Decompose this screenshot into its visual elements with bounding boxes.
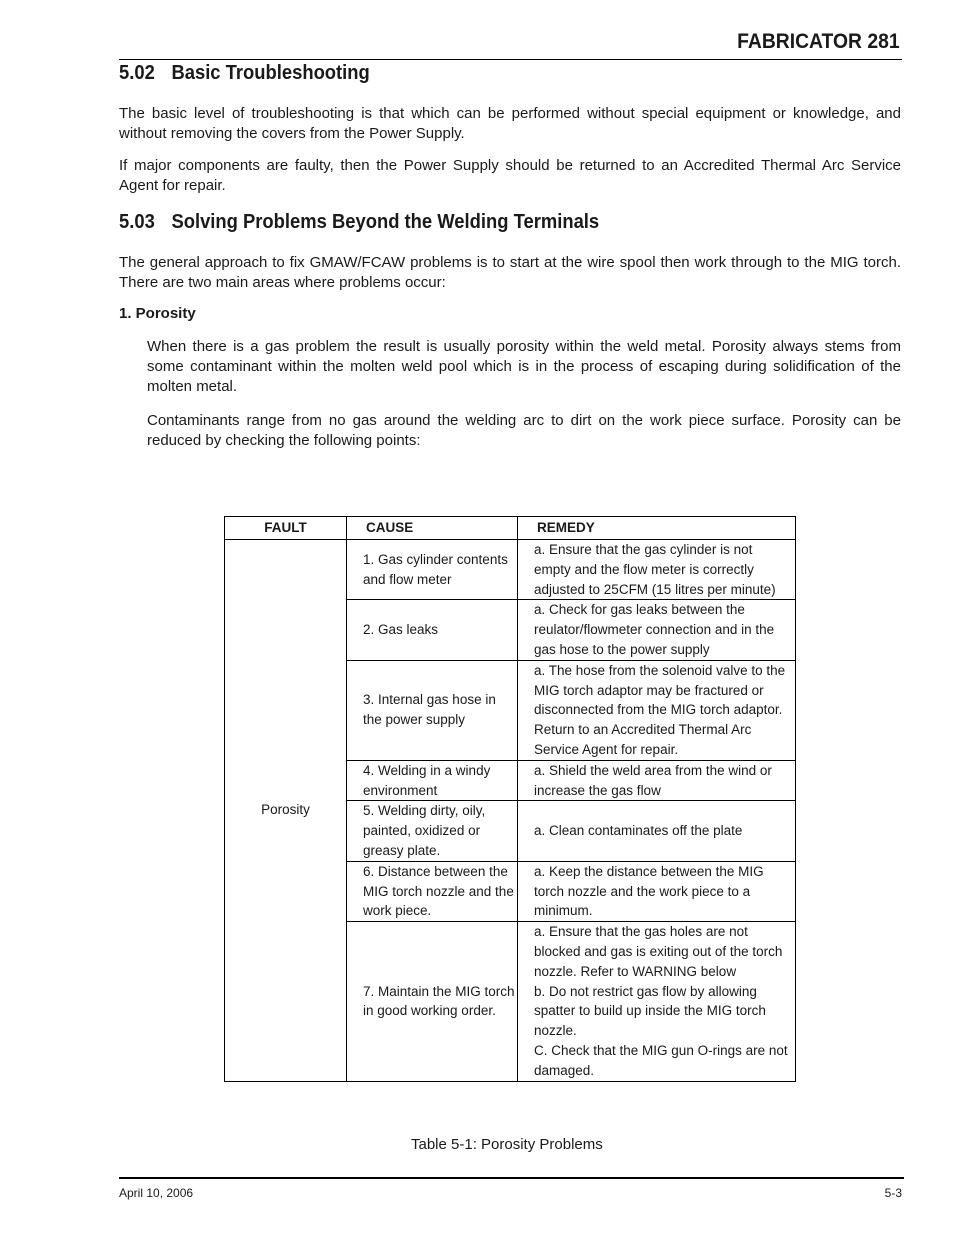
porosity-paragraph-2: Contaminants range from no gas around the welding arc to dirt on the work piece surface. Porosity can be reduced by checking the following points: (147, 412, 901, 449)
table-caption: Table 5-1: Porosity Problems (411, 1136, 603, 1153)
section-502-heading (119, 62, 370, 85)
cause-cell: 1. Gas cylinder contents and flow meter (347, 540, 518, 600)
section-502-paragraph-2: If major components are faulty, then the Power Supply should be returned to an Accredited Thermal Arc Service Agent for repair. (119, 157, 901, 194)
cause-cell: 7. Maintain the MIG torch in good working order. (347, 922, 518, 1081)
porosity-table (224, 516, 796, 1082)
remedy-line-b: b. Do not restrict gas flow by allowing spatter to build up inside the MIG torch nozzle. (534, 983, 766, 1039)
porosity-paragraph-1: When there is a gas problem the result is usually porosity within the weld metal. Porosity always stems from some contaminant within the molten weld pool which is in the process of escaping during solidification of the molten metal. (147, 338, 901, 395)
remedy-column-header: REMEDY (518, 517, 796, 540)
table-row (225, 540, 796, 600)
section-503-title: Solving Problems Beyond the Welding Terminals (171, 211, 600, 233)
section-502-number: 5.02 (119, 62, 155, 84)
remedy-cell (518, 922, 796, 1081)
cause-cell: 2. Gas leaks (347, 600, 518, 660)
section-503-heading (119, 211, 599, 234)
section-502-title: Basic Troubleshooting (171, 62, 370, 84)
fault-column-header: FAULT (225, 517, 347, 540)
cause-cell: 3. Internal gas hose in the power supply (347, 660, 518, 760)
remedy-cell: a. Keep the distance between the MIG torch nozzle and the work piece to a minimum. (518, 861, 796, 921)
section-503-intro: The general approach to fix GMAW/FCAW problems is to start at the wire spool then work through to the MIG torch. There are two main areas where problems occur: (119, 254, 901, 291)
table-header-row (225, 517, 796, 540)
section-503-number: 5.03 (119, 211, 155, 233)
page-number: 5-3 (884, 1186, 902, 1200)
remedy-cell: a. Check for gas leaks between the reulator/flowmeter connection and in the gas hose to the power supply (518, 600, 796, 660)
porosity-subheading: 1. Porosity (119, 305, 196, 322)
header-rule (119, 59, 902, 60)
cause-cell: 5. Welding dirty, oily, painted, oxidized or greasy plate. (347, 801, 518, 861)
remedy-cell: a. The hose from the solenoid valve to the MIG torch adaptor may be fractured or disconnected from the MIG torch adaptor. Return to an Accredited Thermal Arc Service Agent for repair. (518, 660, 796, 760)
fault-cell: Porosity (225, 540, 347, 1082)
footer-rule (119, 1177, 904, 1179)
cause-column-header: CAUSE (347, 517, 518, 540)
remedy-cell: a. Shield the weld area from the wind or increase the gas flow (518, 760, 796, 801)
footer-date: April 10, 2006 (119, 1186, 194, 1200)
remedy-cell: a. Ensure that the gas cylinder is not empty and the flow meter is correctly adjusted to 25CFM (15 litres per minute) (518, 540, 796, 600)
remedy-line-c: C. Check that the MIG gun O-rings are not damaged. (534, 1042, 788, 1078)
remedy-line-a: a. Ensure that the gas holes are not blocked and gas is exiting out of the torch nozzle. Refer to WARNING below (534, 924, 783, 979)
cause-cell: 4. Welding in a windy environment (347, 760, 518, 801)
cause-cell: 6. Distance between the MIG torch nozzle and the work piece. (347, 861, 518, 921)
product-title: FABRICATOR 281 (737, 30, 900, 53)
remedy-cell: a. Clean contaminates off the plate (518, 801, 796, 861)
section-502-paragraph-1: The basic level of troubleshooting is that which can be performed without special equipment or knowledge, and without removing the covers from the Power Supply. (119, 105, 901, 142)
